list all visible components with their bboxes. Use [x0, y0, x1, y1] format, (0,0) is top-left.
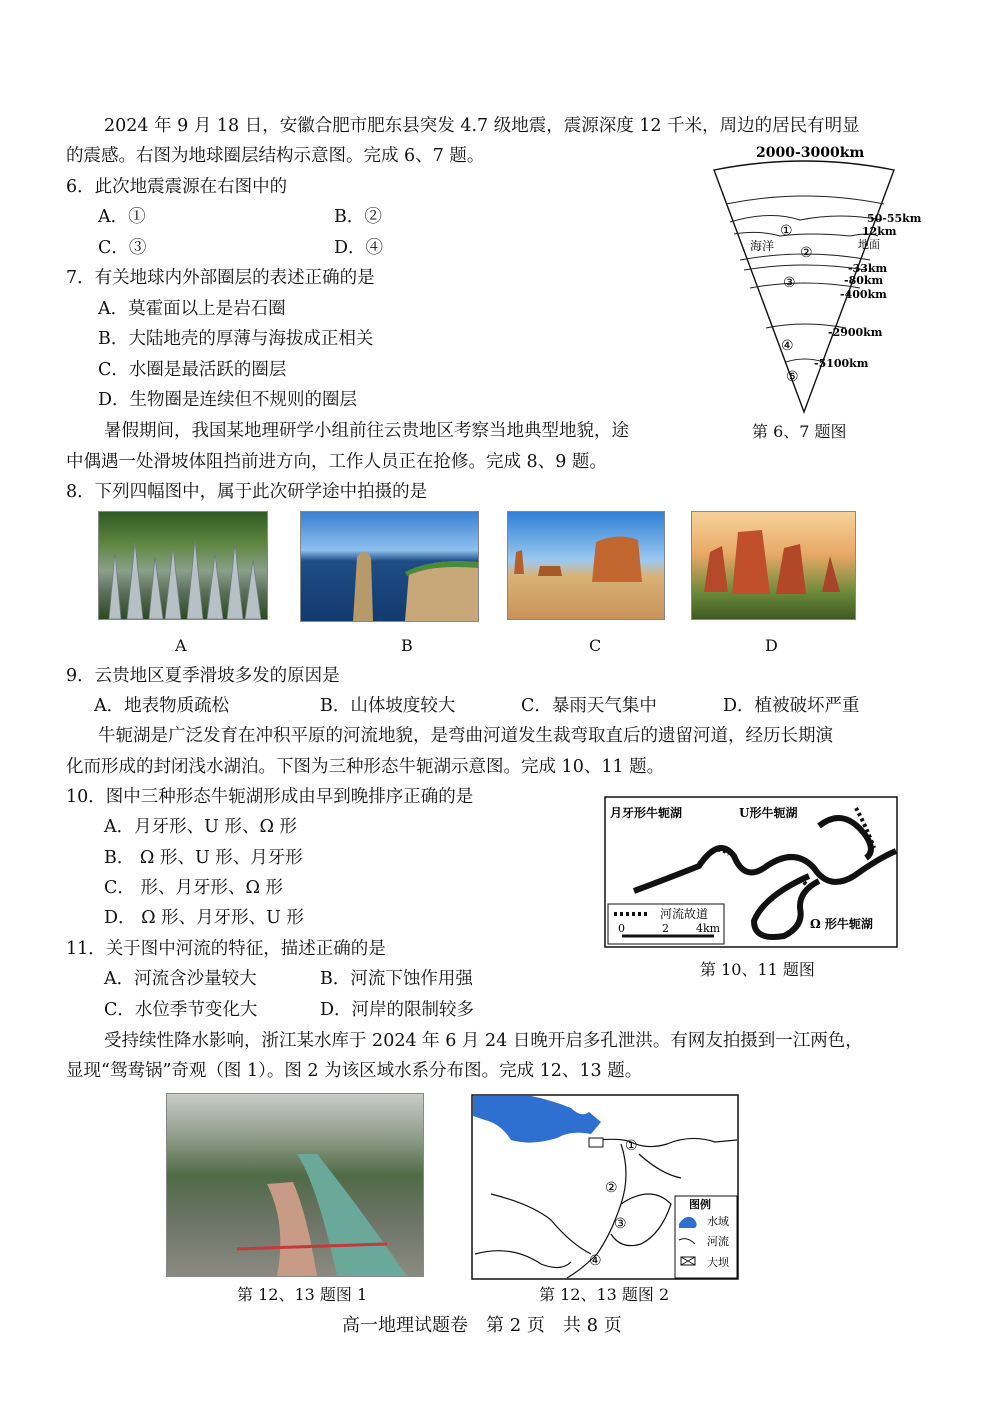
- label-50-55km: 50-55km: [867, 212, 922, 225]
- legend-water: 水域: [707, 1215, 729, 1228]
- layer-marker-3: ③: [783, 275, 796, 291]
- q11-option-c[interactable]: C．水位季节变化大: [104, 1000, 258, 1020]
- label-400km: -400km: [840, 288, 887, 301]
- photo-d-danxia[interactable]: [691, 511, 856, 620]
- scale-tick-4km: 4km: [696, 922, 721, 935]
- page-footer: 高一地理试题卷 第 2 页 共 8 页: [342, 1315, 622, 1336]
- photo-b-sea-stack[interactable]: [300, 511, 479, 622]
- q10-11-intro-line1: 牛轭湖是广泛发育在冲积平原的河流地貌，是弯曲河道发生裁弯取直后的遗留河道，经历长期演: [98, 726, 833, 746]
- q12-13-intro-line1: 受持续性降水影响，浙江某水库于 2024 年 6 月 24 日晚开启多孔泄洪。有网友拍摄到一江两色，: [104, 1031, 863, 1051]
- photo-label-d: D: [765, 636, 778, 655]
- fig2-caption: 第 12、13 题图 2: [539, 1285, 670, 1304]
- fig-top-label: 2000-3000km: [756, 145, 865, 161]
- q7-option-c[interactable]: C．水圈是最活跃的圈层: [98, 360, 287, 380]
- layer-marker-4: ④: [781, 338, 794, 354]
- legend-title: 图例: [689, 1198, 711, 1211]
- layer-marker-2: ②: [800, 245, 813, 261]
- legend-dam: 大坝: [707, 1256, 729, 1269]
- q9-option-d[interactable]: D．植被破坏严重: [723, 696, 860, 716]
- q7-option-b[interactable]: B．大陆地壳的厚薄与海拔成正相关: [98, 329, 374, 349]
- label-crescent-oxbow: 月牙形牛轭湖: [610, 806, 683, 820]
- fig1-river-photo[interactable]: [166, 1093, 424, 1277]
- q6-7-intro-line1: 2024 年 9 月 18 日，安徽合肥市肥东县突发 4.7 级地震，震源深度 12 千米，周边的居民有明显: [104, 116, 860, 136]
- oxbow-lake-figure: [604, 796, 898, 948]
- label-ocean: 海洋: [750, 239, 775, 253]
- q7-option-d[interactable]: D．生物圈是连续但不规则的圈层: [98, 390, 358, 410]
- label-omega-oxbow: Ω 形牛轭湖: [810, 917, 873, 931]
- q8-9-intro-line1: 暑假期间，我国某地理研学小组前往云贵地区考察当地典型地貌，途: [104, 421, 629, 441]
- photo-label-b: B: [401, 636, 413, 655]
- photo-c-yardang[interactable]: [507, 511, 665, 620]
- label-5100km: -5100km: [814, 357, 869, 370]
- q11-option-b[interactable]: B．河流下蚀作用强: [320, 969, 473, 989]
- map-marker-4: ④: [589, 1253, 602, 1269]
- label-33km: -33km: [848, 262, 888, 275]
- layer-marker-5: ⑤: [786, 369, 799, 385]
- q7-option-a[interactable]: A．莫霍面以上是岩石圈: [98, 299, 286, 319]
- q10-option-a[interactable]: A．月牙形、U 形、Ω 形: [104, 817, 298, 837]
- label-12km: 12km: [862, 225, 897, 238]
- q6-option-a[interactable]: A．①: [98, 207, 146, 227]
- q12-13-intro-line2: 显现“鸳鸯锅”奇观（图 1）。图 2 为该区域水系分布图。完成 12、13 题。: [66, 1061, 643, 1081]
- photo-label-c: C: [589, 636, 602, 655]
- q10-option-c[interactable]: C． 形、月牙形、Ω 形: [104, 878, 284, 898]
- earth-layers-figure: [700, 140, 940, 415]
- fig-10-11-caption: 第 10、11 题图: [700, 960, 815, 979]
- q11-stem: 11．关于图中河流的特征，描述正确的是: [66, 939, 386, 959]
- q6-stem: 6．此次地震震源在右图中的: [66, 177, 288, 197]
- fig1-caption: 第 12、13 题图 1: [237, 1285, 368, 1304]
- fig2-river-map: [471, 1094, 739, 1280]
- q9-stem: 9．云贵地区夏季滑坡多发的原因是: [66, 666, 340, 686]
- map-marker-3: ③: [614, 1216, 627, 1232]
- q11-option-d[interactable]: D．河岸的限制较多: [320, 1000, 475, 1020]
- q8-9-intro-line2: 中偶遇一处滑坡体阻挡前进方向，工作人员正在抢修。完成 8、9 题。: [66, 452, 607, 472]
- q7-stem: 7．有关地球内外部圈层的表述正确的是: [66, 268, 375, 288]
- q8-stem: 8．下列四幅图中，属于此次研学途中拍摄的是: [66, 482, 428, 502]
- legend-old-channel: 河流故道: [660, 907, 709, 921]
- legend-river: 河流: [707, 1235, 729, 1248]
- q10-option-b[interactable]: B． Ω 形、U 形、月牙形: [104, 848, 303, 868]
- q6-option-b[interactable]: B．②: [334, 207, 382, 227]
- fig-6-7-caption: 第 6、7 题图: [752, 422, 847, 441]
- photo-a-stone-forest[interactable]: [98, 511, 268, 620]
- q9-option-b[interactable]: B．山体坡度较大: [320, 696, 456, 716]
- map-marker-1: ①: [625, 1138, 638, 1154]
- q10-option-d[interactable]: D． Ω 形、月牙形、U 形: [104, 908, 304, 928]
- label-2900km: -2900km: [828, 326, 883, 339]
- label-u-oxbow: U形牛轭湖: [739, 806, 798, 820]
- q10-11-intro-line2: 化而形成的封闭浅水湖泊。下图为三种形态牛轭湖示意图。完成 10、11 题。: [66, 757, 665, 777]
- map-marker-2: ②: [605, 1180, 618, 1196]
- q6-7-intro-line2: 的震感。右图为地球圈层结构示意图。完成 6、7 题。: [66, 146, 485, 166]
- q6-option-c[interactable]: C．③: [98, 238, 147, 258]
- q6-option-d[interactable]: D．④: [334, 238, 384, 258]
- scale-tick-2: 2: [662, 922, 669, 935]
- label-80km: -80km: [844, 274, 884, 287]
- q10-stem: 10．图中三种形态牛轭湖形成由早到晚排序正确的是: [66, 787, 474, 807]
- q9-option-a[interactable]: A．地表物质疏松: [94, 696, 230, 716]
- label-ground: 地面: [858, 238, 880, 251]
- photo-label-a: A: [175, 636, 187, 655]
- scale-tick-0: 0: [618, 922, 625, 935]
- layer-marker-1: ①: [780, 223, 793, 239]
- q11-option-a[interactable]: A．河流含沙量较大: [104, 969, 257, 989]
- q9-option-c[interactable]: C．暴雨天气集中: [521, 696, 657, 716]
